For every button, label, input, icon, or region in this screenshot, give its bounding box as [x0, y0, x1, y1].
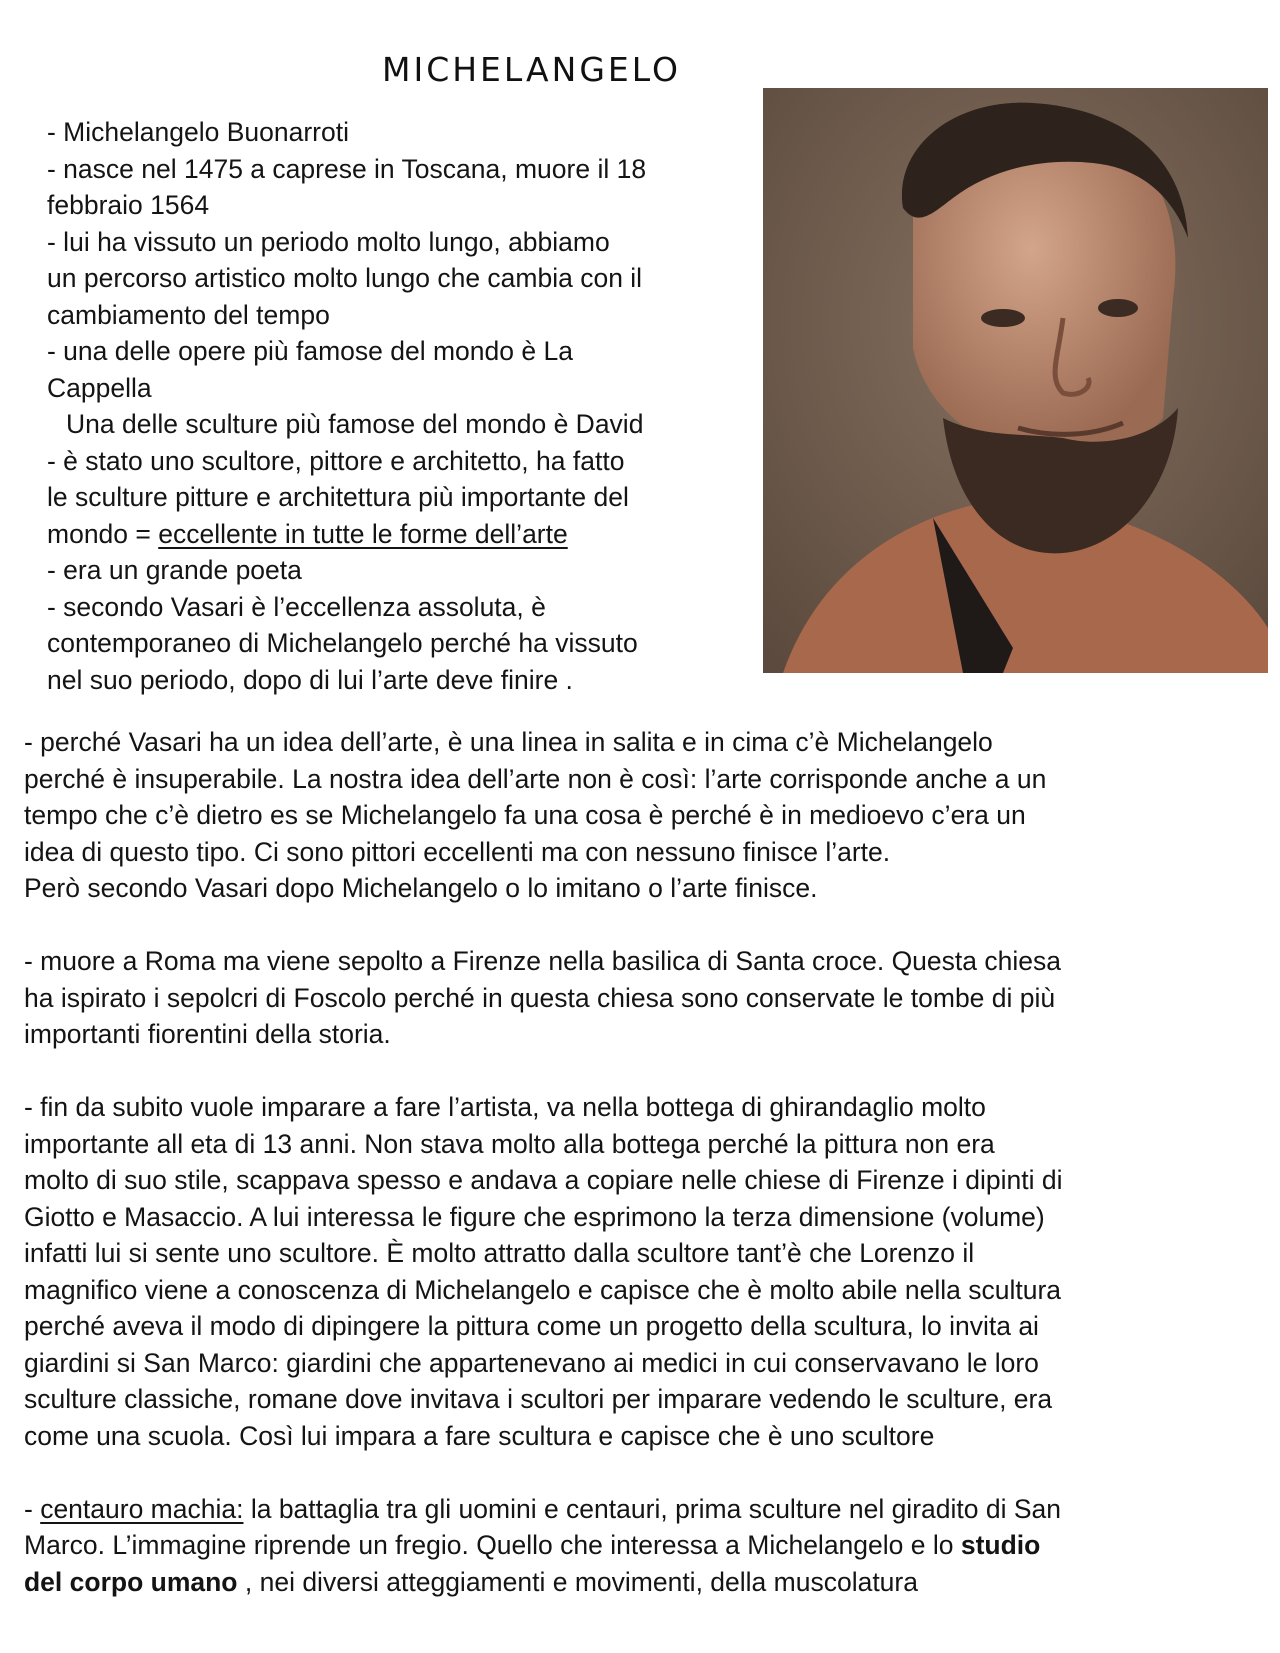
intro-line: nel suo periodo, dopo di lui l’arte deve finire .: [47, 664, 573, 695]
paragraph-line: tempo che c’è dietro es se Michelangelo fa una cosa è perché è in medioevo c’era un: [24, 800, 1026, 830]
bold-phrase: del corpo umano: [24, 1566, 238, 1597]
intro-text: mondo =: [47, 518, 159, 549]
paragraph-line: importante all eta di 13 anni. Non stava molto alla bottega perché la pittura non era: [24, 1128, 995, 1159]
paragraph-line: perché è insuperabile. La nostra idea dell’arte non è così: l’arte corrisponde anche a un: [24, 763, 1047, 794]
text: la battaglia tra gli uomini e centauri, prima sculture nel giradito di San: [243, 1493, 1061, 1524]
paragraph-line: infatti lui si sente uno scultore. È molto attratto dalla scultore tant’è che Lorenzo il: [24, 1238, 975, 1268]
main-text: [24, 724, 1264, 1637]
paragraph: [24, 1491, 1264, 1601]
intro-line: - nasce nel 1475 a caprese in Toscana, muore il 18: [47, 153, 647, 184]
paragraph-line: perché aveva il modo di dipingere la pittura come un progetto della scultura, lo invita ai: [24, 1311, 1039, 1341]
intro-list: [47, 114, 747, 698]
paragraph: [24, 943, 1264, 1053]
paragraph-line: giardini si San Marco: giardini che appartenevano ai medici in cui conservavano le loro: [24, 1347, 1039, 1378]
portrait-eye-right: [1098, 299, 1138, 317]
portrait-image: [763, 88, 1268, 673]
paragraph: [24, 724, 1264, 907]
intro-line: Cappella: [47, 372, 152, 403]
intro-line: [47, 516, 747, 553]
paragraph-line: [24, 1491, 1264, 1528]
intro-line: - Michelangelo Buonarroti: [47, 117, 349, 147]
intro-line: - secondo Vasari è l’eccellenza assoluta, è: [47, 591, 546, 622]
paragraph-line: [24, 1564, 1264, 1601]
intro-line: contemporaneo di Michelangelo perché ha vissuto: [47, 628, 638, 658]
underlined-phrase: eccellente in tutte le forme dell’arte: [158, 518, 568, 549]
portrait-eye-left: [981, 309, 1025, 327]
paragraph-line: sculture classiche, romane dove invitava i scultori per imparare vedendo le sculture, era: [24, 1384, 1053, 1414]
paragraph-line: come una scuola. Così lui impara a fare scultura e capisce che è uno scultore: [24, 1420, 935, 1451]
underlined-phrase: centauro machia:: [40, 1493, 244, 1524]
intro-line: - è stato uno scultore, pittore e architetto, ha fatto: [47, 445, 625, 476]
paragraph-line: ha ispirato i sepolcri di Foscolo perché in questa chiesa sono conservate le tombe di più: [24, 982, 1056, 1013]
paragraph-line: molto di suo stile, scappava spesso e andava a copiare nelle chiese di Firenze i dipinti di: [24, 1165, 1063, 1195]
paragraph-line: [24, 1527, 1264, 1564]
text: Marco. L’immagine riprende un fregio. Quello che interessa a Michelangelo e lo: [24, 1530, 961, 1560]
intro-line: cambiamento del tempo: [47, 299, 330, 330]
paragraph-line: magnifico viene a conoscenza di Michelangelo e capisce che è molto abile nella scultura: [24, 1274, 1062, 1305]
paragraph-line: Giotto e Masaccio. A lui interessa le figure che esprimono la terza dimensione (volume): [24, 1201, 1045, 1232]
intro-line: le sculture pitture e architettura più importante del: [47, 482, 629, 512]
paragraph-line: - muore a Roma ma viene sepolto a Firenze nella basilica di Santa croce. Questa chiesa: [24, 946, 1061, 976]
intro-line: - lui ha vissuto un periodo molto lungo, abbiamo: [47, 226, 610, 257]
text: , nei diversi atteggiamenti e movimenti, della muscolatura: [237, 1566, 918, 1597]
intro-line: - una delle opere più famose del mondo è La: [47, 336, 573, 366]
paragraph-line: idea di questo tipo. Ci sono pittori eccellenti ma con nessuno finisce l’arte.: [24, 836, 891, 867]
paragraph-line: Però secondo Vasari dopo Michelangelo o lo imitano o l’arte finisce.: [24, 873, 818, 903]
intro-line: Una delle sculture più famose del mondo è David: [66, 409, 644, 439]
text: -: [24, 1493, 41, 1524]
paragraph-line: - perché Vasari ha un idea dell’arte, è una linea in salita e in cima c’è Michelangelo: [24, 727, 993, 757]
intro-line: febbraio 1564: [47, 190, 210, 220]
paragraph-line: importanti fiorentini della storia.: [24, 1019, 391, 1049]
paragraph: [24, 1089, 1264, 1454]
bold-phrase: studio: [960, 1530, 1041, 1560]
intro-line: - era un grande poeta: [47, 555, 302, 585]
intro-line: un percorso artistico molto lungo che cambia con il: [47, 263, 643, 293]
michelangelo-portrait: [763, 88, 1268, 673]
page-title: MICHELANGELO: [382, 50, 681, 89]
paragraph-line: - fin da subito vuole imparare a fare l’artista, va nella bottega di ghirandaglio molto: [24, 1092, 986, 1122]
